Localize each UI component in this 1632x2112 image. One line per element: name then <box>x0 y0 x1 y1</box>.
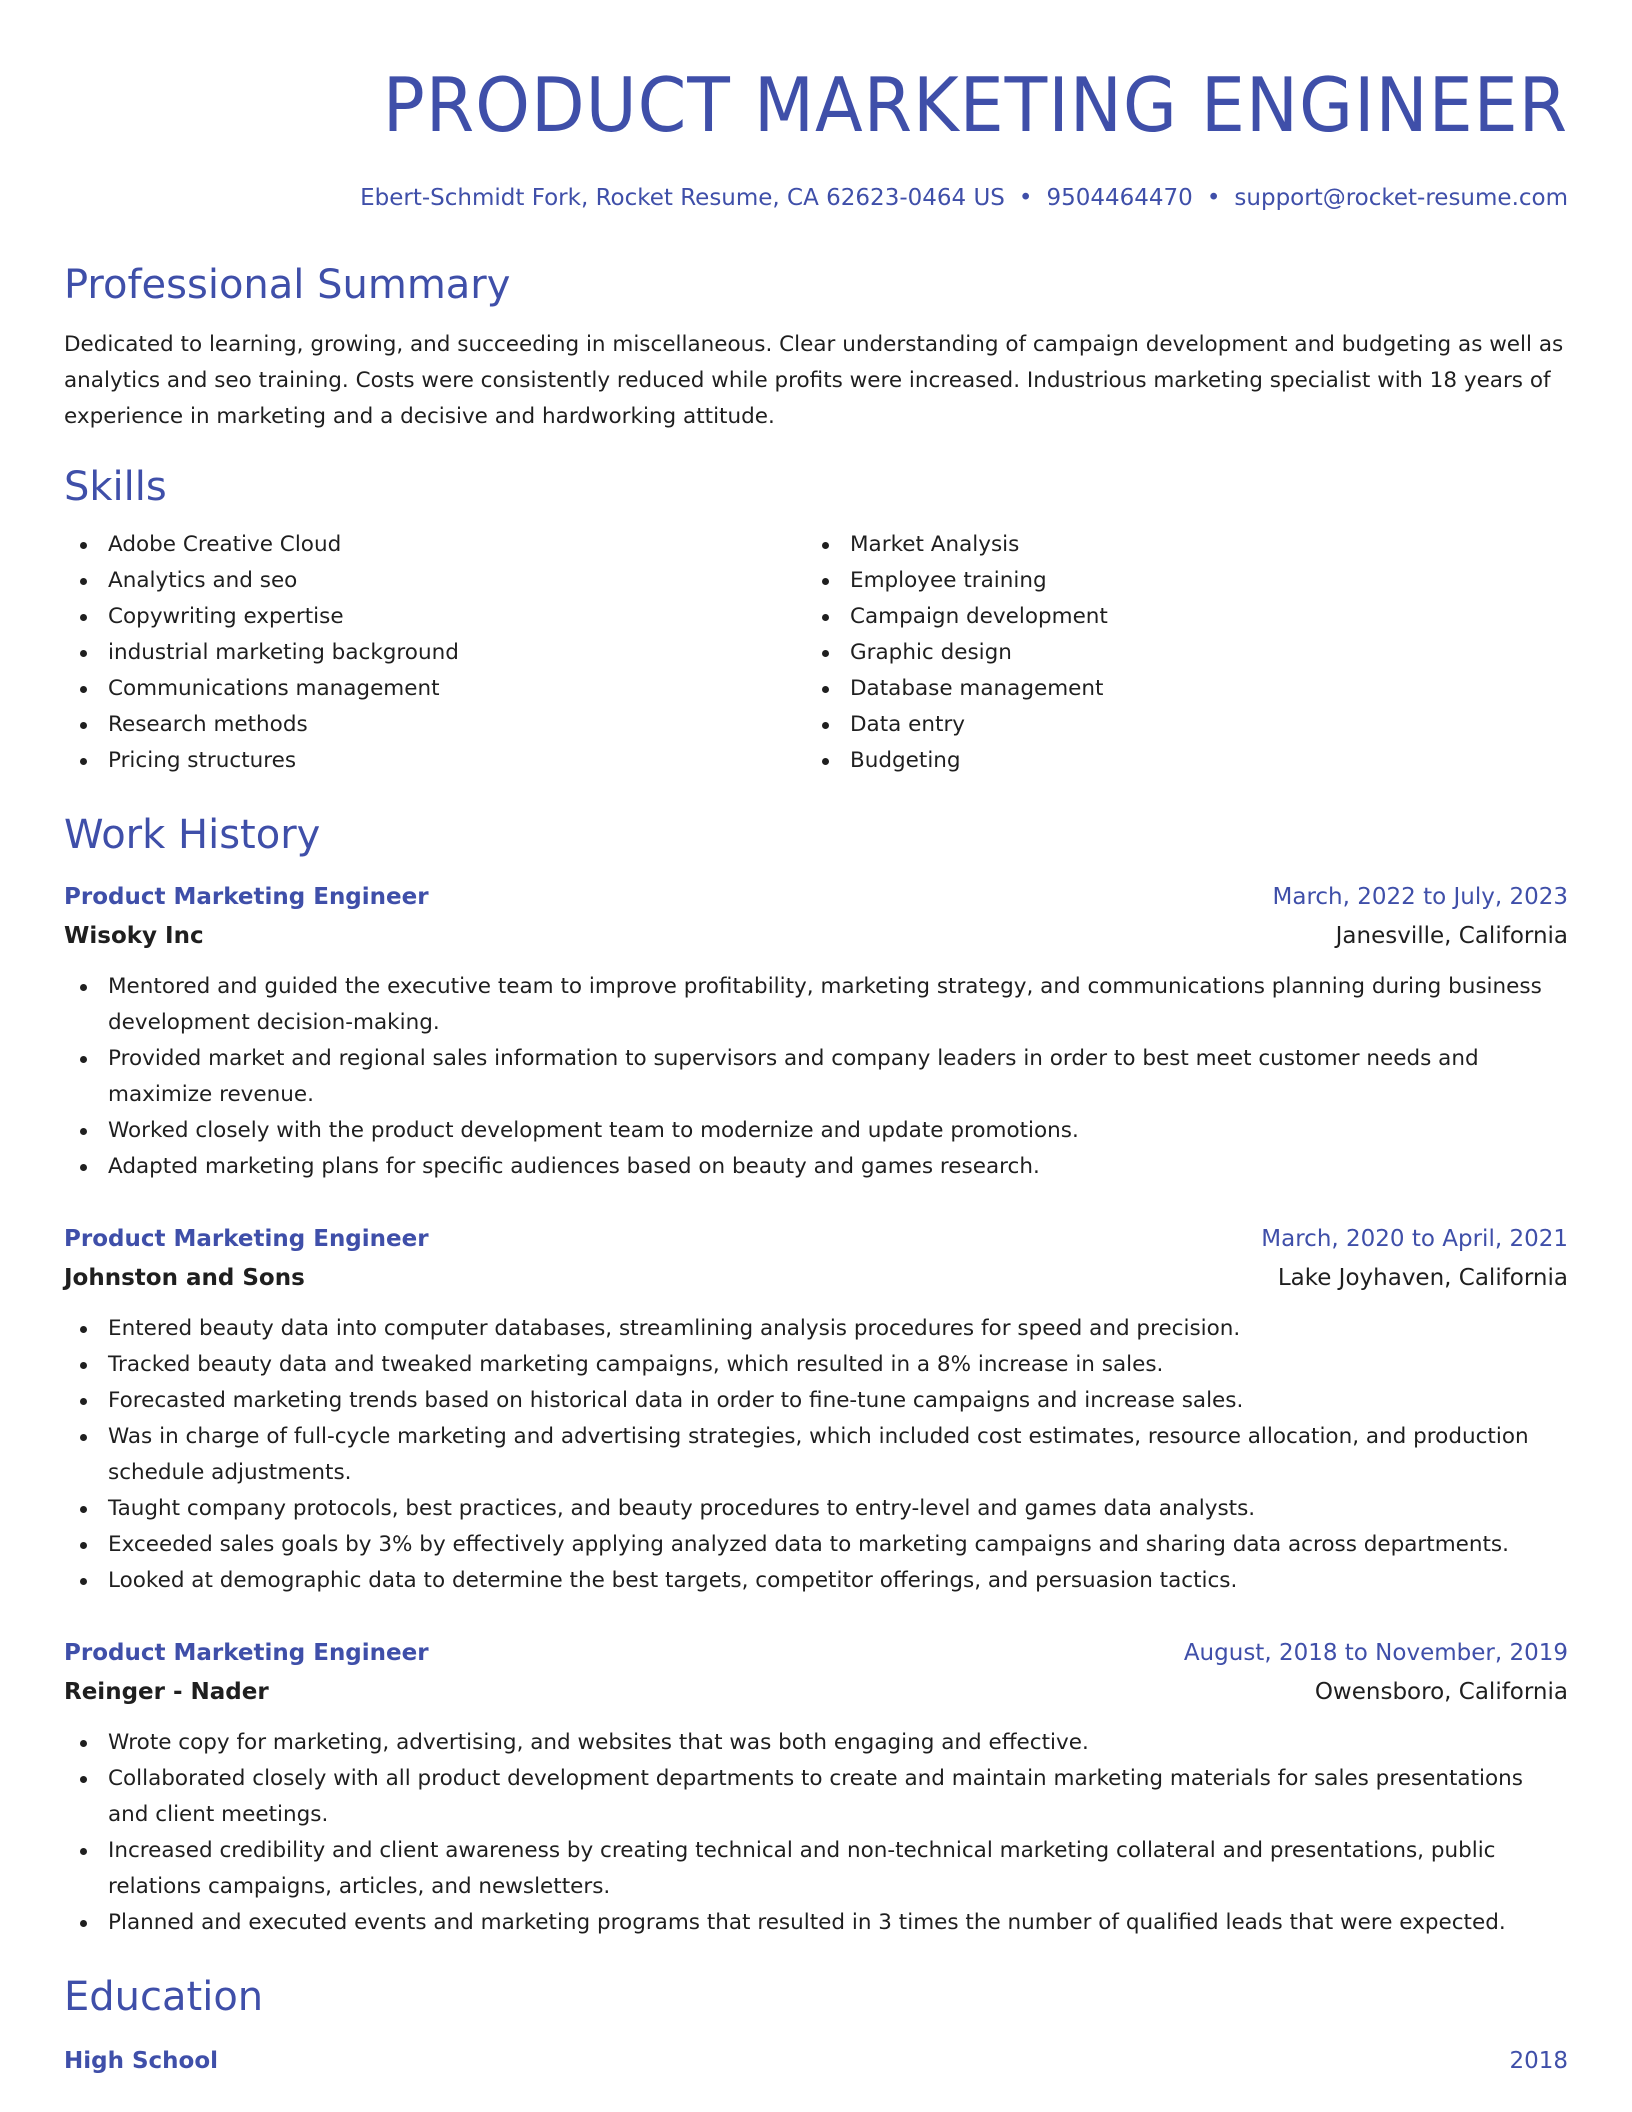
job-bullets <box>64 1311 1568 1599</box>
job-bullet: Provided market and regional sales information to supervisors and company leaders in order to best meet customer needs and maximize revenue. <box>64 1041 1568 1113</box>
job-bullet: Looked at demographic data to determine the best targets, competitor offerings, and persuasion tactics. <box>64 1563 1568 1599</box>
company-row <box>64 917 1568 955</box>
email: support@rocket-resume.com <box>1234 185 1568 211</box>
skills-column-left <box>64 527 806 779</box>
company-name: Wisoky Inc <box>64 923 204 949</box>
job-title: Product Marketing Engineer <box>64 1226 429 1252</box>
job-bullet: Collaborated closely with all product development departments to create and maintain marketing materials for sales presentations and client meetings. <box>64 1761 1568 1833</box>
job-dates: March, 2020 to April, 2021 <box>1261 1226 1568 1252</box>
job-bullet: Increased credibility and client awareness by creating technical and non-technical marketing collateral and presentations, public relations campaigns, articles, and newsletters. <box>64 1833 1568 1905</box>
skill-item: Database management <box>806 671 1548 707</box>
skills-column-right <box>806 527 1548 779</box>
company-row <box>64 1673 1568 1711</box>
job-entry <box>64 1635 1568 1941</box>
company-name: Reinger - Nader <box>64 1679 269 1705</box>
skill-item: industrial marketing background <box>64 635 806 671</box>
contact-line <box>64 182 1568 214</box>
job-bullet: Was in charge of full-cycle marketing and advertising strategies, which included cost estimates, resource allocation, and production schedule adjustments. <box>64 1419 1568 1491</box>
job-bullet: Tracked beauty data and tweaked marketing campaigns, which resulted in a 8% increase in sales. <box>64 1347 1568 1383</box>
job-bullet: Wrote copy for marketing, advertising, and websites that was both engaging and effective. <box>64 1725 1568 1761</box>
skill-item: Copywriting expertise <box>64 599 806 635</box>
job-dates: March, 2022 to July, 2023 <box>1272 884 1568 910</box>
skill-item: Communications management <box>64 671 806 707</box>
skill-item: Pricing structures <box>64 743 806 779</box>
job-location: Lake Joyhaven, California <box>1277 1265 1568 1291</box>
job-header-row <box>64 1635 1568 1671</box>
job-entry <box>64 1221 1568 1599</box>
contact-separator: • <box>1018 185 1033 211</box>
job-title: Product Marketing Engineer <box>64 1640 429 1666</box>
candidate-name: PRODUCT MARKETING ENGINEER <box>382 61 1569 149</box>
skill-item: Employee training <box>806 563 1548 599</box>
address: Ebert-Schmidt Fork, Rocket Resume, CA 62623-0464 US <box>360 185 1005 211</box>
company-row <box>64 1259 1568 1297</box>
job-bullet: Mentored and guided the executive team to improve profitability, marketing strategy, and communications planning during business development decision-making. <box>64 969 1568 1041</box>
education-entry <box>64 2043 1568 2079</box>
job-entry <box>64 879 1568 1185</box>
job-title: Product Marketing Engineer <box>64 884 429 910</box>
contact-separator: • <box>1206 185 1221 211</box>
skill-item: Analytics and seo <box>64 563 806 599</box>
skill-item: Graphic design <box>806 635 1548 671</box>
resume-page <box>64 50 1568 2079</box>
phone: 9504464470 <box>1046 185 1193 211</box>
job-header-row <box>64 1221 1568 1257</box>
skill-item: Research methods <box>64 707 806 743</box>
job-bullet: Exceeded sales goals by 3% by effectively applying analyzed data to marketing campaigns and sharing data across departments. <box>64 1527 1568 1563</box>
job-bullet: Taught company protocols, best practices, and beauty procedures to entry-level and games data analysts. <box>64 1491 1568 1527</box>
skill-item: Data entry <box>806 707 1548 743</box>
work-history-heading: Work History <box>64 812 321 858</box>
job-bullet: Worked closely with the product development team to modernize and update promotions. <box>64 1113 1568 1149</box>
summary-heading: Professional Summary <box>64 262 511 308</box>
job-bullet: Adapted marketing plans for specific audiences based on beauty and games research. <box>64 1149 1568 1185</box>
company-name: Johnston and Sons <box>64 1265 305 1291</box>
job-bullet: Forecasted marketing trends based on historical data in order to fine-tune campaigns and increase sales. <box>64 1383 1568 1419</box>
job-location: Janesville, California <box>1335 923 1568 949</box>
resume-header <box>64 50 1568 214</box>
job-header-row <box>64 879 1568 915</box>
job-bullets <box>64 969 1568 1185</box>
education-heading: Education <box>64 1974 264 2020</box>
education-degree: High School <box>64 2048 219 2074</box>
job-bullet: Entered beauty data into computer databases, streamlining analysis procedures for speed and precision. <box>64 1311 1568 1347</box>
skill-item: Adobe Creative Cloud <box>64 527 806 563</box>
job-dates: August, 2018 to November, 2019 <box>1183 1640 1568 1666</box>
job-location: Owensboro, California <box>1314 1679 1568 1705</box>
job-bullet: Planned and executed events and marketing programs that resulted in 3 times the number of qualified leads that were expected. <box>64 1905 1568 1941</box>
summary-text: Dedicated to learning, growing, and succeeding in miscellaneous. Clear understanding of campaign development and budgeting as well as analytics and seo training. Costs were consistently reduced while profits were increased. Industrious marketing specialist with 18 years of experience in marketing and a decisive and hardworking attitude. <box>64 332 1564 429</box>
skills-heading: Skills <box>64 464 167 510</box>
skill-item: Market Analysis <box>806 527 1548 563</box>
skills-list <box>64 527 1568 779</box>
skill-item: Campaign development <box>806 599 1548 635</box>
skill-item: Budgeting <box>806 743 1548 779</box>
job-bullets <box>64 1725 1568 1941</box>
education-year: 2018 <box>1509 2048 1568 2074</box>
